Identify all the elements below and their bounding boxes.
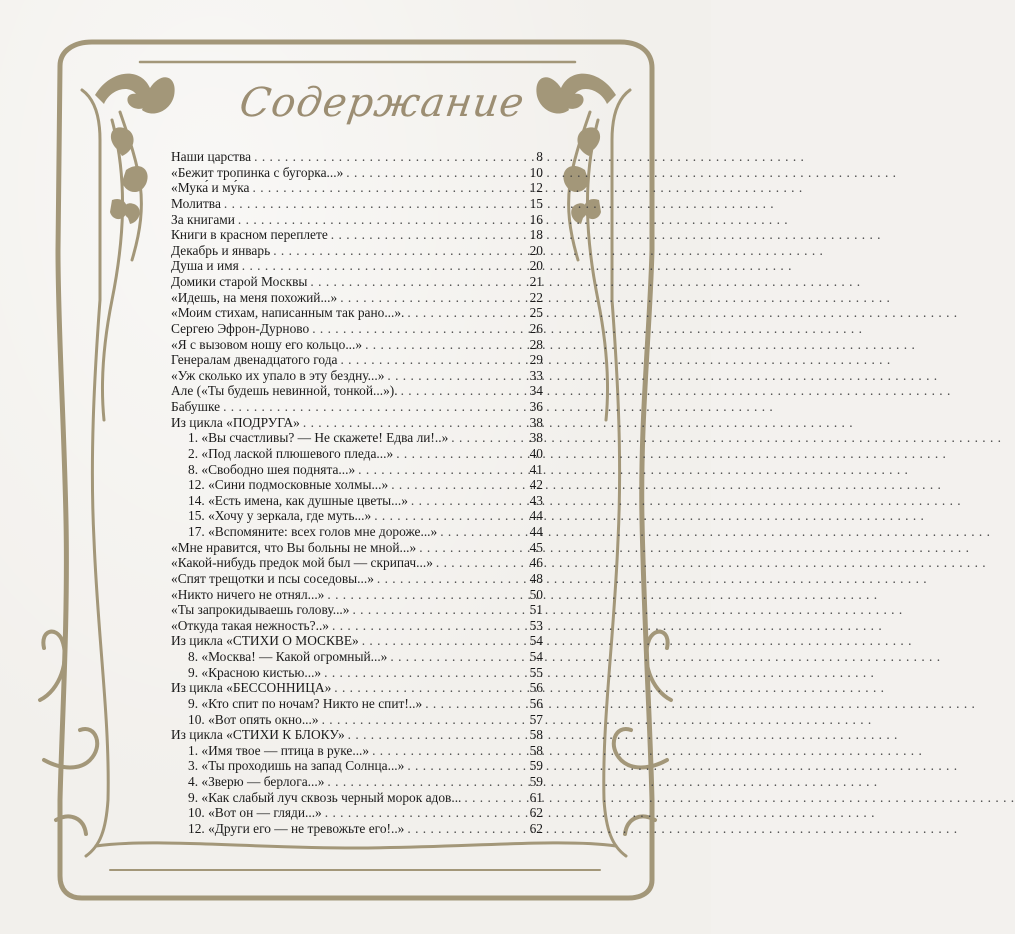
toc-entry-title: «Мне нравится, что Вы больны не мной...»	[171, 539, 417, 555]
toc-entry-title: Книги в красном переплете	[171, 227, 328, 243]
toc-entry-title: Генералам двенадцатого года	[171, 352, 338, 368]
toc-entry[interactable]	[171, 243, 543, 259]
toc-leader-dots	[324, 665, 524, 681]
toc-entry[interactable]	[171, 743, 543, 759]
toc-entry-page-number: 42	[529, 477, 543, 493]
toc-entry[interactable]	[171, 212, 543, 228]
toc-entry-page-number: 55	[529, 664, 543, 680]
toc-entry[interactable]	[171, 821, 543, 837]
toc-entry-title: Душа и имя	[171, 258, 239, 274]
toc-entry-page-number: 26	[529, 320, 543, 336]
page-title: Содержание	[236, 80, 528, 126]
toc-entry-title: «Никто ничего не отнял...»	[171, 586, 325, 602]
toc-entry-title: 15. «Хочу у зеркала, где муть...»	[188, 508, 372, 524]
toc-entry[interactable]	[171, 680, 543, 696]
toc-leader-dots	[331, 227, 524, 243]
toc-entry-page-number: 62	[529, 805, 543, 821]
toc-leader-dots	[377, 571, 524, 587]
toc-leader-dots	[310, 274, 524, 290]
toc-entry[interactable]	[171, 790, 543, 806]
toc-entry-page-number: 20	[529, 242, 543, 258]
toc-leader-dots	[390, 649, 524, 665]
toc-entry-title: Домики старой Москвы	[171, 274, 308, 289]
toc-leader-dots	[352, 602, 524, 618]
toc-entry-page-number: 56	[529, 695, 543, 711]
toc-entry-page-number: 51	[529, 602, 543, 618]
toc-entry-page-number: 21	[529, 274, 543, 289]
toc-entry[interactable]	[171, 587, 543, 603]
toc-entry-title: «Я с вызовом ношу его кольцо...»	[171, 336, 363, 352]
toc-entry-title: 10. «Вот опять окно...»	[188, 711, 319, 727]
toc-leader-dots	[401, 383, 524, 399]
left-iris-ornament	[95, 74, 175, 224]
toc-entry-title: Але («Ты будешь невинной, тонкой...»).	[171, 383, 398, 399]
toc-entry-page-number: 62	[529, 820, 543, 836]
toc-entry[interactable]	[171, 305, 543, 321]
toc-leader-dots	[440, 524, 524, 540]
toc-leader-dots	[407, 821, 524, 837]
toc-entry-title: Бабушке	[171, 399, 221, 414]
toc-entry[interactable]	[171, 180, 543, 196]
toc-entry[interactable]	[171, 758, 543, 774]
toc-entry-title: Молитва	[171, 195, 221, 211]
toc-entry-title: 9. «Красною кистью...»	[188, 664, 322, 680]
toc-leader-dots	[340, 352, 524, 368]
toc-entry[interactable]	[171, 602, 543, 618]
toc-entry[interactable]	[171, 352, 543, 368]
toc-entry-page-number: 44	[529, 524, 543, 539]
toc-entry-title: Из цикла «СТИХИ К БЛОКУ»	[171, 727, 345, 743]
toc-entry-page-number: 36	[529, 399, 543, 414]
toc-leader-dots	[334, 680, 524, 696]
toc-entry-page-number: 44	[529, 508, 543, 524]
toc-leader-dots	[419, 540, 524, 556]
toc-entry[interactable]	[171, 415, 543, 431]
toc-entry[interactable]	[171, 633, 543, 649]
toc-entry[interactable]	[171, 477, 543, 493]
toc-entry-title: «Спят трещотки и псы соседовы...»	[171, 570, 374, 586]
toc-entry[interactable]	[171, 508, 543, 524]
toc-entry-title: 4. «Зверю — берлога...»	[188, 774, 325, 789]
toc-entry-page-number: 54	[529, 633, 543, 649]
toc-entry[interactable]	[171, 290, 543, 306]
toc-entry-title: «Уж сколько их упало в эту бездну...»	[171, 367, 385, 383]
toc-entry[interactable]	[171, 555, 543, 571]
toc-entry[interactable]	[171, 274, 543, 290]
toc-entry-title: Сергею Эфрон-Дурново	[171, 320, 310, 336]
toc-entry-page-number: 56	[529, 680, 543, 696]
toc-entry[interactable]	[171, 712, 543, 728]
toc-entry-page-number: 53	[529, 617, 543, 633]
toc-entry-page-number: 38	[529, 430, 543, 446]
toc-leader-dots	[224, 196, 524, 212]
toc-leader-dots	[242, 258, 524, 274]
toc-leader-dots	[346, 165, 524, 181]
toc-entry-title: 9. «Кто спит по ночам? Никто не спит!..»	[188, 695, 423, 711]
toc-entry-title: 14. «Есть имена, как душные цветы...»	[188, 492, 408, 508]
toc-entry-page-number: 59	[529, 758, 543, 774]
toc-leader-dots	[327, 587, 524, 603]
toc-entry-title: Наши царства	[171, 149, 252, 164]
toc-entry[interactable]	[171, 696, 543, 712]
toc-entry-page-number: 41	[529, 461, 543, 477]
toc-entry-page-number: 18	[529, 227, 543, 243]
toc-entry[interactable]	[171, 149, 543, 165]
toc-entry[interactable]	[171, 337, 543, 353]
toc-entry-page-number: 34	[529, 383, 543, 399]
toc-leader-dots	[340, 290, 524, 306]
toc-entry-page-number: 12	[529, 180, 543, 196]
frame-bottom-rail	[96, 843, 616, 848]
toc-entry-title: 3. «Ты проходишь на запад Солнца...»	[188, 758, 405, 774]
toc-entry-title: 1. «Имя твое — птица в руке...»	[188, 742, 370, 758]
toc-entry-title: Из цикла «СТИХИ О МОСКВЕ»	[171, 633, 359, 649]
toc-entry-title: 1. «Вы счастливы? — Не скажете! Едва ли!..»	[188, 430, 449, 446]
toc-leader-dots	[425, 696, 524, 712]
toc-entry-title: 12. «Сини подмосковные холмы...»	[188, 477, 389, 493]
toc-leader-dots	[407, 305, 524, 321]
toc-leader-dots	[322, 712, 524, 728]
toc-leader-dots	[451, 430, 524, 446]
toc-entry-page-number: 61	[529, 789, 543, 805]
toc-entry-title: 17. «Вспомяните: всех голов мне дороже...»	[188, 524, 438, 539]
toc-entry[interactable]	[171, 540, 543, 556]
toc-leader-dots	[325, 805, 524, 821]
toc-leader-dots	[254, 149, 524, 165]
toc-entry-title: Декабрь и январь	[171, 242, 271, 258]
toc-leader-dots	[303, 415, 524, 431]
toc-entry-title: За книгами	[171, 211, 235, 227]
toc-leader-dots	[223, 399, 524, 415]
toc-entry-title: «Какой-нибудь предок мой был — скрипач...»	[171, 555, 433, 571]
toc-leader-dots	[365, 337, 524, 353]
toc-leader-dots	[332, 618, 524, 634]
left-stems	[102, 112, 141, 420]
toc-entry[interactable]	[171, 165, 543, 181]
toc-entry-page-number: 29	[529, 352, 543, 368]
toc-entry[interactable]	[171, 665, 543, 681]
toc-leader-dots	[327, 774, 524, 790]
toc-leader-dots	[358, 462, 524, 478]
toc-entry-title: «Откуда такая нежность?..»	[171, 617, 329, 633]
toc-entry-title: 8. «Москва! — Какой огромный...»	[188, 649, 388, 664]
toc-entry[interactable]	[171, 196, 543, 212]
toc-entry-page-number: 15	[529, 195, 543, 211]
toc-entry[interactable]	[171, 368, 543, 384]
toc-entry-page-number: 54	[529, 649, 543, 664]
toc-entry-page-number: 57	[529, 711, 543, 727]
toc-entry[interactable]	[171, 462, 543, 478]
toc-leader-dots	[391, 477, 524, 493]
toc-entry-title: «Ты запрокидываешь голову...»	[171, 602, 350, 618]
toc-entry-title: Из цикла «ПОДРУГА»	[171, 414, 300, 430]
toc-entry[interactable]	[171, 524, 543, 540]
toc-leader-dots	[238, 212, 524, 228]
toc-entry-page-number: 16	[529, 211, 543, 227]
toc-entry-page-number: 33	[529, 367, 543, 383]
toc-entry[interactable]	[171, 227, 543, 243]
toc-entry[interactable]	[171, 321, 543, 337]
toc-entry-page-number: 43	[529, 492, 543, 508]
toc-entry-page-number: 48	[529, 570, 543, 586]
toc-entry-title: 10. «Вот он — гляди...»	[188, 805, 322, 821]
toc-entry-page-number: 46	[529, 555, 543, 571]
toc-entry[interactable]	[171, 618, 543, 634]
toc-leader-dots	[387, 368, 524, 384]
toc-entry-title: «Мука́ и му́ка	[171, 180, 250, 196]
toc-entry-page-number: 22	[529, 289, 543, 305]
toc-entry[interactable]	[171, 493, 543, 509]
toc-leader-dots	[396, 446, 524, 462]
toc-leader-dots	[407, 758, 524, 774]
toc-entry[interactable]	[171, 727, 543, 743]
toc-entry-title: 2. «Под лаской плюшевого пледа...»	[188, 445, 394, 461]
toc-entry-page-number: 58	[529, 727, 543, 743]
toc-entry[interactable]	[171, 430, 543, 446]
toc-entry-title: «Бежит тропинка с бугорка...»	[171, 164, 344, 180]
toc-leader-dots	[273, 243, 524, 259]
toc-leader-dots	[372, 743, 524, 759]
toc-entry[interactable]	[171, 446, 543, 462]
toc-entry-page-number: 59	[529, 774, 543, 789]
toc-entry[interactable]	[171, 571, 543, 587]
toc-entry-title: Из цикла «БЕССОННИЦА»	[171, 680, 332, 696]
toc-entry[interactable]	[171, 774, 543, 790]
toc-entry-title: 12. «Други его — не тревожьте его!..»	[188, 820, 405, 836]
toc-entry[interactable]	[171, 805, 543, 821]
toc-entry[interactable]	[171, 258, 543, 274]
toc-entry-page-number: 38	[529, 414, 543, 430]
toc-entry-page-number: 20	[529, 258, 543, 274]
toc-leader-dots	[253, 180, 525, 196]
left-lower-scroll	[40, 632, 97, 834]
toc-entry[interactable]	[171, 649, 543, 665]
toc-entry-title: «Моим стихам, написанным так рано...».	[171, 305, 405, 321]
toc-entry-title: 9. «Как слабый луч сквозь черный морок адов...	[188, 789, 462, 805]
toc-leader-dots	[348, 727, 524, 743]
toc-entry-page-number: 45	[529, 539, 543, 555]
toc-leader-dots	[312, 321, 524, 337]
toc-leader-dots	[436, 555, 524, 571]
toc-entry-page-number: 40	[529, 445, 543, 461]
toc-entry[interactable]	[171, 383, 543, 399]
toc-leader-dots	[374, 508, 524, 524]
toc-entry-page-number: 10	[529, 164, 543, 180]
toc-entry[interactable]	[171, 399, 543, 415]
toc-entry-page-number: 8	[536, 149, 543, 164]
table-of-contents	[171, 149, 543, 837]
toc-entry-page-number: 58	[529, 742, 543, 758]
toc-leader-dots	[464, 790, 524, 806]
toc-entry-title: 8. «Свободно шея поднята...»	[188, 461, 356, 477]
toc-entry-title: «Идешь, на меня похожий...»	[171, 289, 338, 305]
toc-entry-page-number: 25	[529, 305, 543, 321]
toc-leader-dots	[411, 493, 524, 509]
toc-entry-page-number: 28	[529, 336, 543, 352]
toc-leader-dots	[362, 633, 524, 649]
toc-entry-page-number: 50	[529, 586, 543, 602]
